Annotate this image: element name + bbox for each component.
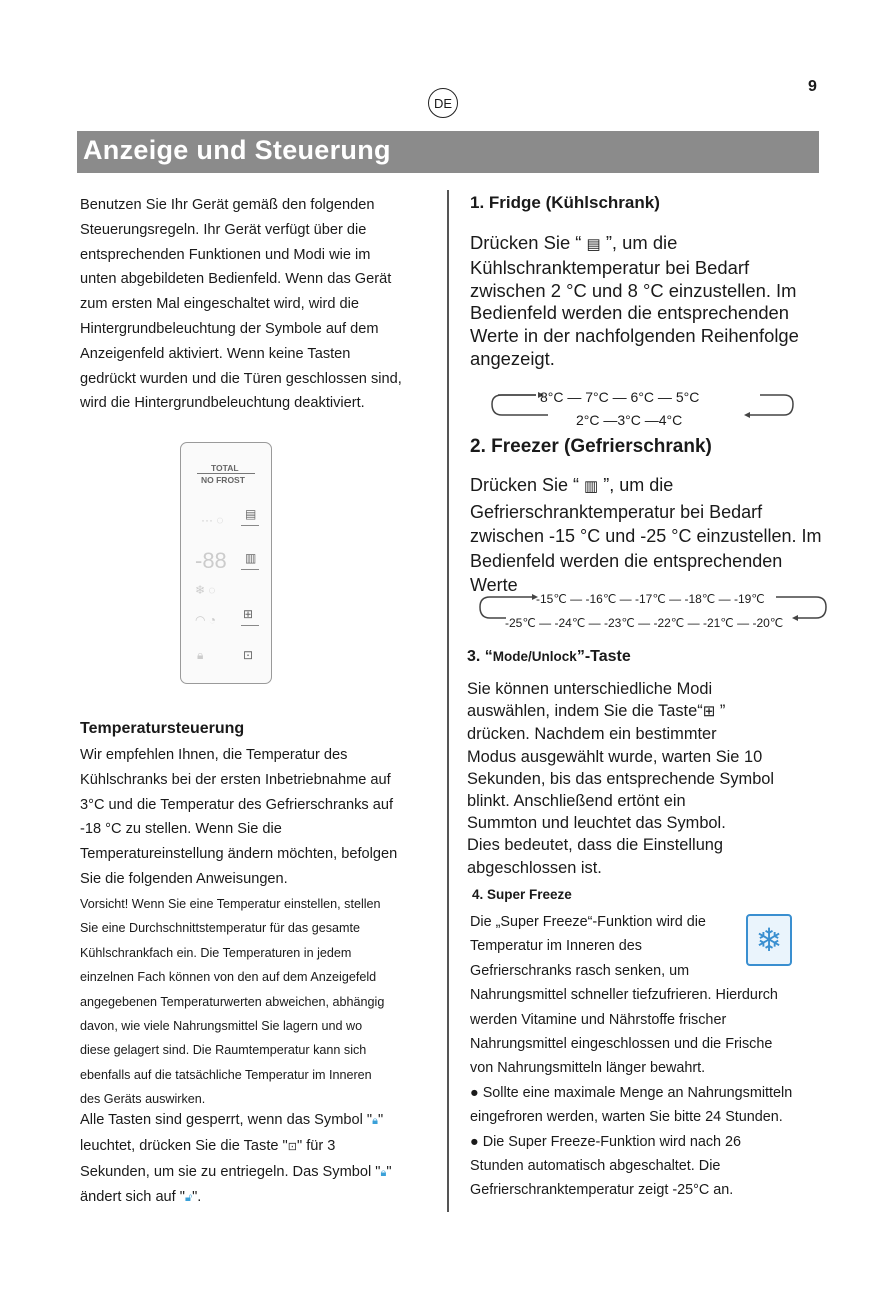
- language-badge: DE: [428, 88, 458, 118]
- panel-divider: [197, 473, 255, 474]
- fridge-icon: ▤: [245, 507, 257, 521]
- mode-heading: 3. “Mode/Unlock”-Taste: [467, 648, 631, 665]
- fridge-sequence-top: 8°C — 7°C — 6°C — 5°C: [540, 389, 700, 405]
- fridge-paragraph: Drücken Sie “ ▤ ”, um die Kühlschranktemperatur bei Bedarf zwischen 2 °C und 8 °C einzustellen. Im Bedienfeld werden die entsprechenden Werte in der nachfolgenden Reihenfolge angezeigt.: [470, 232, 799, 369]
- mode-paragraph: Sie können unterschiedliche Modi auswählen, indem Sie die Taste“⊞ ” drücken. Nachdem ein bestimmter Modus ausgewählt wurde, warten Sie 10 Sekunden, bis das entsprechende Symbol blinkt. Anschließend ertönt ein Summton und leuchtet das Symbol. Dies bedeutet, dass die Einstellung abgeschlossen ist.: [467, 680, 775, 877]
- super-freeze-faint-icon: ❄ ◌: [195, 583, 216, 597]
- freezer-heading: 2. Freezer (Gefrierschrank): [470, 436, 712, 457]
- intro-paragraph: Benutzen Sie Ihr Gerät gemäß den folgenden Steuerungsregeln. Ihr Gerät verfügt über die entsprechenden Funktionen und Modi wie im unten abgebildeten Bedienfeld. Wenn das Gerät zum ersten Mal eingeschaltet wird, wird die Hintergrundbeleuchtung der Symbole auf dem Anzeigenfeld aktiviert. Wenn keine Tasten gedrückt wurden und die Türen geschlossen sind, wird die Hintergrundbeleuchtung deaktiviert.: [80, 197, 402, 412]
- super-freeze-heading: 4. Super Freeze: [472, 887, 572, 902]
- fridge-sequence-bottom: 2°C —3°C —4°C: [576, 412, 683, 428]
- panel-total-label: TOTAL: [211, 463, 239, 473]
- temp-display-faint-icon: ··· ◌: [201, 513, 224, 527]
- section-title: Anzeige und Steuerung: [83, 135, 391, 165]
- lock-icon: 🔒︎: [372, 1115, 378, 1127]
- fridge-heading: 1. Fridge (Kühlschrank): [470, 193, 660, 212]
- panel-nofrost-label: NO FROST: [201, 475, 245, 485]
- digit-display-faint: -88: [195, 548, 227, 573]
- super-freeze-paragraph: Die „Super Freeze“-Funktion wird die Temperatur im Inneren des Gefrierschranks rasch senken, um Nahrungsmittel schneller tiefzufrieren. Hierdurch werden Vitamine und Nährstoffe frischer Nahrungsmittel eingeschlossen und die Frische von Nahrungsmitteln länger bewahrt. ● Sollte eine maximale Menge an Nahrungsmitteln eingefroren werden, warten Sie bitte 24 Stunden. ● Die Super Freeze-Funktion wird nach 26 Stunden automatisch abgeschaltet. Die Gefrierschranktemperatur zeigt -25°C an.: [470, 914, 793, 1199]
- snowflake-icon: ❄: [746, 914, 792, 966]
- column-divider: [447, 190, 449, 1212]
- temp-paragraph: Wir empfehlen Ihnen, die Temperatur des Kühlschranks bei der ersten Inbetriebnahme auf 3°C und die Temperatur des Gefrierschranks auf -18 °C zu stellen. Wenn Sie die Temperatureinstellung ändern möchten, befolgen Sie die folgenden Anweisungen.: [80, 747, 398, 887]
- lock-paragraph: Alle Tasten sind gesperrt, wenn das Symbol "🔒︎" leuchtet, drücken Sie die Taste "⊡" für 3 Sekunden, um sie zu entriegeln. Das Symbol "🔒︎" ändert sich auf "🔓︎".: [80, 1112, 392, 1206]
- mode-button-icon: ⊞: [243, 607, 254, 621]
- lock-faint-icon: 🔒︎: [197, 648, 204, 662]
- freezer-icon: ▥: [245, 551, 257, 565]
- section-title-bar: [77, 131, 819, 173]
- fridge-icon: ▤: [586, 236, 601, 253]
- temp-heading: Temperatursteuerung: [80, 720, 245, 737]
- page-number: 9: [808, 78, 817, 95]
- freezer-icon: ▥: [584, 478, 599, 495]
- warning-paragraph: Vorsicht! Wenn Sie eine Temperatur einstellen, stellen Sie eine Durchschnittstemperatur für das gesamte Kühlschrankfach ein. Die Temperaturen in jedem einzelnen Fach können von den auf dem Anzeigefeld angegebenen Temperaturwerten abweichen, abhängig davon, wie viele Nahrungsmittel Sie lagern und wo diese gelagert sind. Die Raumtemperatur kann sich ebenfalls auf die tatsächliche Temperatur im Inneren des Geräts auswirken.: [80, 897, 385, 1107]
- unlock-button-icon: ⊡: [287, 1140, 297, 1153]
- mode-button-icon: ⊞: [702, 703, 716, 721]
- freezer-paragraph: Drücken Sie “ ▥ ”, um die Gefrierschranktemperatur bei Bedarf zwischen -15 °C und -25 °C einzustellen. Im Bedienfeld werden die entsprechenden Werte: [470, 475, 822, 596]
- freezer-sequence-bottom: -25℃ — -24℃ — -23℃ — -22℃ — -21℃ — -20℃: [505, 616, 784, 630]
- lock-icon: 🔒︎: [380, 1166, 387, 1179]
- mode-faint-icon: ◠ ◔: [195, 613, 217, 627]
- unlock-icon: ⊡: [243, 648, 254, 662]
- control-panel-illustration: [180, 442, 272, 684]
- freezer-sequence-top: -15℃ — -16℃ — -17℃ — -18℃ — -19℃: [536, 592, 765, 606]
- unlocked-icon: 🔓︎: [184, 1192, 193, 1205]
